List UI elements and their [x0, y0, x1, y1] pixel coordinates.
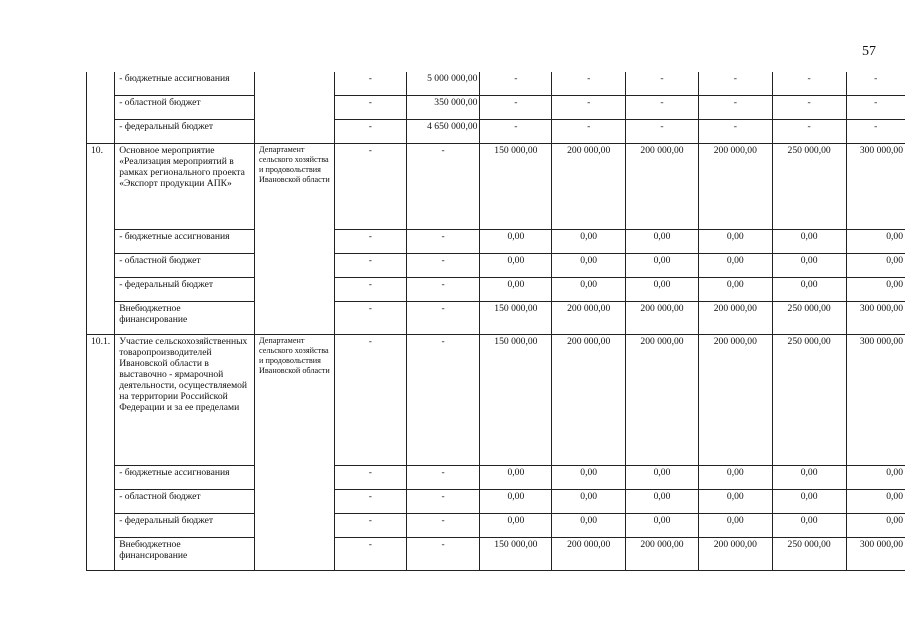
- value-cell: 0,00: [772, 466, 846, 490]
- value-cell: -: [334, 96, 406, 120]
- value-cell: -: [406, 490, 480, 514]
- budget-table: [86, 72, 905, 571]
- value-cell: 200 000,00: [626, 302, 699, 335]
- value-cell: -: [698, 72, 772, 96]
- table-row: [87, 335, 905, 466]
- value-cell: 200 000,00: [552, 144, 626, 230]
- value-cell: -: [480, 96, 552, 120]
- value-cell: 0,00: [552, 490, 626, 514]
- value-cell: -: [334, 72, 406, 96]
- value-cell: 0,00: [626, 254, 699, 278]
- value-cell: 0,00: [846, 514, 905, 538]
- value-cell: -: [406, 230, 480, 254]
- row-index: 10.1.: [87, 335, 115, 571]
- value-cell: -: [626, 120, 699, 144]
- value-cell: 0,00: [480, 466, 552, 490]
- value-cell: 0,00: [552, 230, 626, 254]
- table-row: [87, 120, 905, 144]
- value-cell: 250 000,00: [772, 335, 846, 466]
- value-cell: 0,00: [698, 278, 772, 302]
- value-cell: 0,00: [626, 230, 699, 254]
- table-row: [87, 72, 905, 96]
- value-cell: 0,00: [698, 254, 772, 278]
- value-cell: 200 000,00: [626, 335, 699, 466]
- value-cell: -: [626, 96, 699, 120]
- value-cell: 0,00: [772, 230, 846, 254]
- dept-cell: Департамент сельского хозяйства и продовольствия Ивановской области: [255, 335, 335, 571]
- table-row: [87, 96, 905, 120]
- value-cell: -: [334, 466, 406, 490]
- value-cell: 150 000,00: [480, 335, 552, 466]
- value-cell: -: [406, 538, 480, 571]
- value-cell: 0,00: [552, 278, 626, 302]
- value-cell: 150 000,00: [480, 538, 552, 571]
- value-cell: 0,00: [480, 278, 552, 302]
- value-cell: 350 000,00: [406, 96, 480, 120]
- value-cell: -: [698, 96, 772, 120]
- value-cell: -: [406, 144, 480, 230]
- value-cell: -: [406, 514, 480, 538]
- page-number: 57: [862, 44, 876, 59]
- value-cell: 0,00: [846, 230, 905, 254]
- value-cell: 250 000,00: [772, 538, 846, 571]
- row-label: - бюджетные ассигнования: [115, 466, 255, 490]
- value-cell: 0,00: [480, 254, 552, 278]
- value-cell: -: [334, 120, 406, 144]
- index-cell: [87, 72, 115, 144]
- row-label: Участие сельскохозяйственных товаропроизводителей Ивановской области в выставочно - ярмарочной деятельности, осуществляемой на территории Российской Федерации и за ее пределами: [115, 335, 255, 466]
- value-cell: 300 000,00: [846, 335, 905, 466]
- value-cell: 0,00: [480, 230, 552, 254]
- dept-cell: [255, 72, 335, 144]
- value-cell: 200 000,00: [698, 335, 772, 466]
- value-cell: -: [552, 120, 626, 144]
- value-cell: -: [552, 72, 626, 96]
- value-cell: 0,00: [698, 514, 772, 538]
- table-row: [87, 490, 905, 514]
- value-cell: -: [406, 254, 480, 278]
- value-cell: 0,00: [846, 254, 905, 278]
- value-cell: 0,00: [698, 230, 772, 254]
- value-cell: 200 000,00: [552, 538, 626, 571]
- row-label: - федеральный бюджет: [115, 278, 255, 302]
- value-cell: 5 000 000,00: [406, 72, 480, 96]
- value-cell: 200 000,00: [626, 538, 699, 571]
- value-cell: 300 000,00: [846, 144, 905, 230]
- row-label: - областной бюджет: [115, 254, 255, 278]
- row-label: - федеральный бюджет: [115, 514, 255, 538]
- value-cell: 0,00: [552, 514, 626, 538]
- value-cell: 150 000,00: [480, 302, 552, 335]
- row-label: - областной бюджет: [115, 490, 255, 514]
- value-cell: -: [334, 254, 406, 278]
- table-row: [87, 278, 905, 302]
- value-cell: -: [772, 120, 846, 144]
- value-cell: -: [406, 466, 480, 490]
- value-cell: 150 000,00: [480, 144, 552, 230]
- value-cell: 0,00: [626, 490, 699, 514]
- value-cell: -: [334, 230, 406, 254]
- value-cell: 0,00: [626, 466, 699, 490]
- value-cell: 200 000,00: [626, 144, 699, 230]
- value-cell: 0,00: [772, 490, 846, 514]
- value-cell: 0,00: [846, 490, 905, 514]
- value-cell: 0,00: [552, 254, 626, 278]
- value-cell: 0,00: [846, 278, 905, 302]
- value-cell: 0,00: [846, 466, 905, 490]
- value-cell: -: [480, 72, 552, 96]
- table-row: [87, 538, 905, 571]
- value-cell: -: [406, 335, 480, 466]
- dept-cell: Департамент сельского хозяйства и продовольствия Ивановской области: [255, 144, 335, 335]
- table-row: [87, 230, 905, 254]
- value-cell: 200 000,00: [698, 302, 772, 335]
- table-row: [87, 254, 905, 278]
- value-cell: -: [334, 335, 406, 466]
- table-row: [87, 466, 905, 490]
- value-cell: -: [334, 144, 406, 230]
- value-cell: 0,00: [626, 514, 699, 538]
- row-label: - бюджетные ассигнования: [115, 230, 255, 254]
- row-label: Внебюджетное финансирование: [115, 538, 255, 571]
- row-label: Основное мероприятие «Реализация мероприятий в рамках регионального проекта «Экспорт продукции АПК»: [115, 144, 255, 230]
- value-cell: -: [772, 72, 846, 96]
- row-index: 10.: [87, 144, 115, 335]
- value-cell: 4 650 000,00: [406, 120, 480, 144]
- row-label: Внебюджетное финансирование: [115, 302, 255, 335]
- row-label: - федеральный бюджет: [115, 120, 255, 144]
- value-cell: -: [846, 120, 905, 144]
- value-cell: -: [626, 72, 699, 96]
- value-cell: 200 000,00: [698, 538, 772, 571]
- value-cell: 0,00: [626, 278, 699, 302]
- value-cell: -: [846, 72, 905, 96]
- value-cell: 0,00: [698, 466, 772, 490]
- value-cell: -: [698, 120, 772, 144]
- value-cell: 300 000,00: [846, 538, 905, 571]
- value-cell: -: [772, 96, 846, 120]
- value-cell: -: [406, 278, 480, 302]
- value-cell: -: [552, 96, 626, 120]
- value-cell: 250 000,00: [772, 144, 846, 230]
- value-cell: 0,00: [552, 466, 626, 490]
- value-cell: -: [406, 302, 480, 335]
- table-row: [87, 514, 905, 538]
- value-cell: -: [334, 490, 406, 514]
- row-label: - областной бюджет: [115, 96, 255, 120]
- value-cell: 0,00: [480, 490, 552, 514]
- value-cell: 0,00: [698, 490, 772, 514]
- table-row: [87, 302, 905, 335]
- value-cell: -: [846, 96, 905, 120]
- value-cell: -: [334, 514, 406, 538]
- value-cell: 0,00: [480, 514, 552, 538]
- table-row: [87, 144, 905, 230]
- value-cell: 0,00: [772, 278, 846, 302]
- value-cell: 0,00: [772, 254, 846, 278]
- value-cell: -: [334, 302, 406, 335]
- value-cell: 250 000,00: [772, 302, 846, 335]
- value-cell: 200 000,00: [552, 335, 626, 466]
- value-cell: 200 000,00: [552, 302, 626, 335]
- row-label: - бюджетные ассигнования: [115, 72, 255, 96]
- value-cell: -: [334, 538, 406, 571]
- value-cell: -: [334, 278, 406, 302]
- value-cell: -: [480, 120, 552, 144]
- value-cell: 300 000,00: [846, 302, 905, 335]
- value-cell: 200 000,00: [698, 144, 772, 230]
- value-cell: 0,00: [772, 514, 846, 538]
